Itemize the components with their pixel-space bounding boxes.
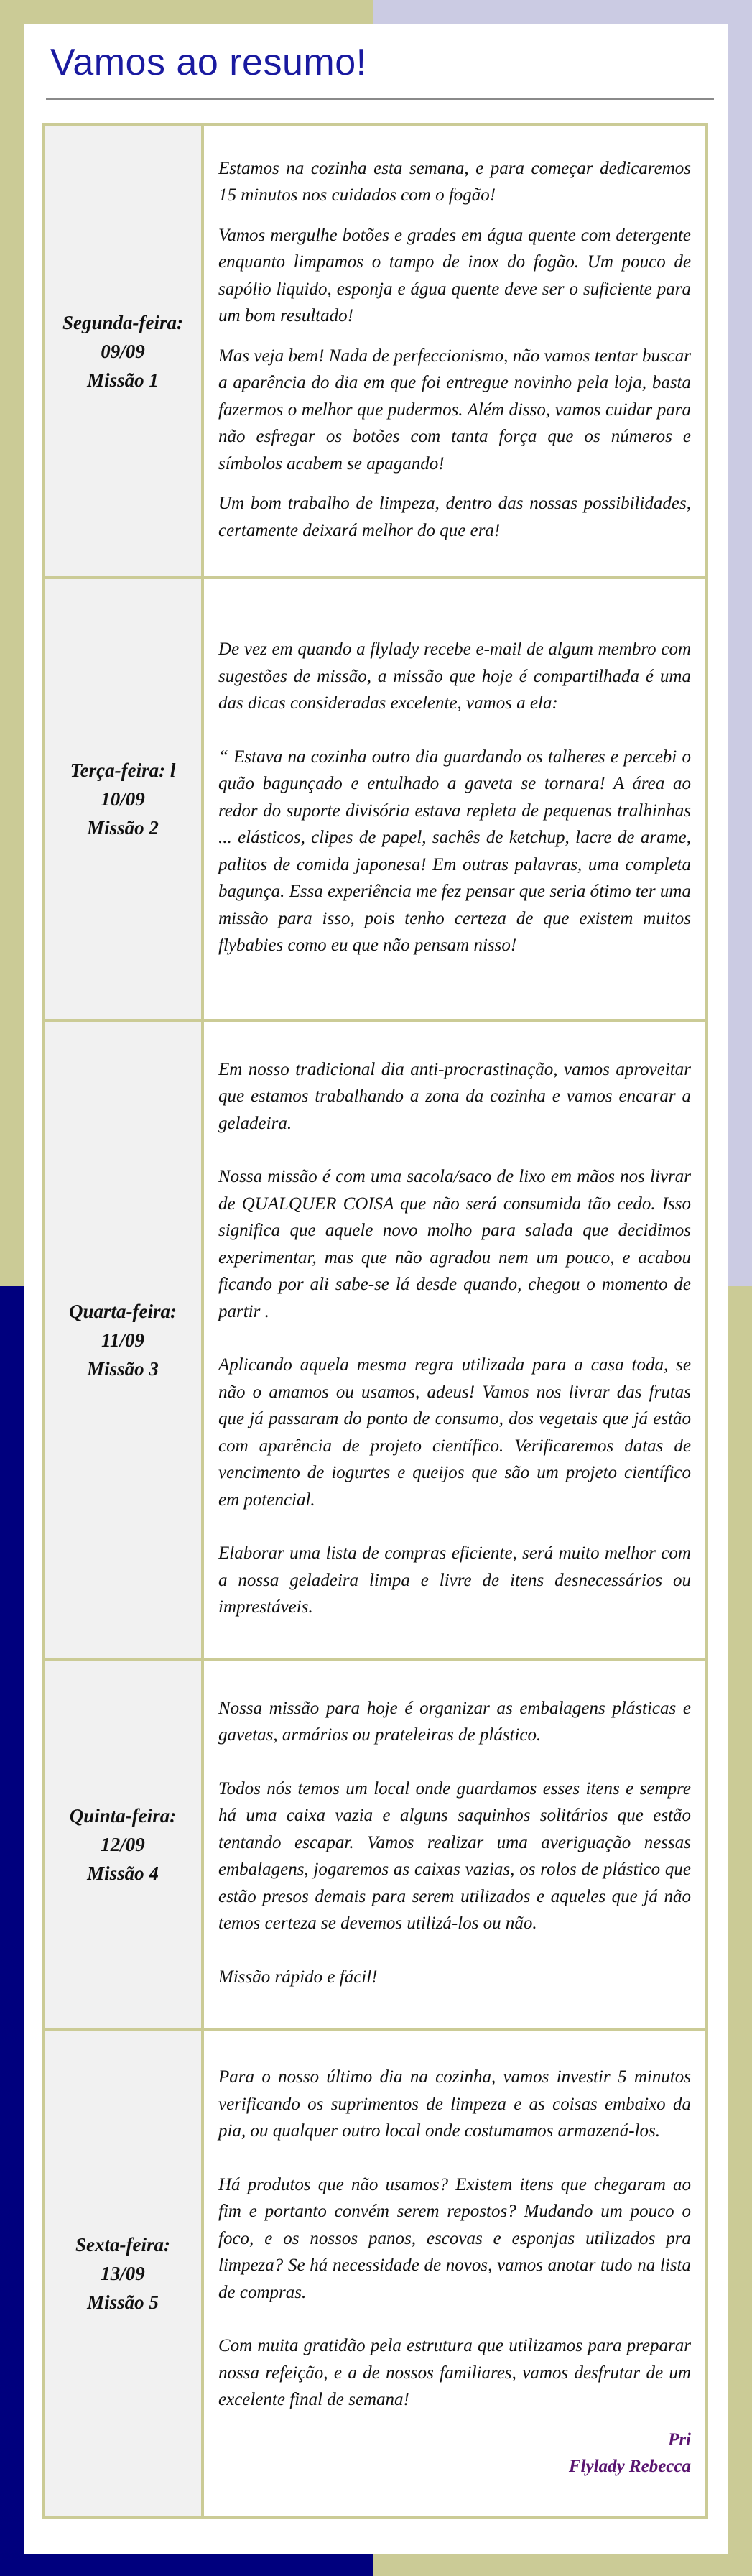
mission-row <box>43 1020 707 1659</box>
signature <box>218 2427 691 2480</box>
mission-row <box>43 1659 707 2029</box>
page-title: Vamos ao resumo! <box>50 42 367 83</box>
weekday-label: Sexta-feira: <box>75 2234 170 2256</box>
mission-description <box>203 2029 707 2518</box>
mission-description <box>203 1659 707 2029</box>
mission-paragraph: Todos nós temos um local onde guardamos esses itens e sempre há uma caixa vazia e alguns saquinhos solitários que estão tentando escapar. Vamos realizar uma averiguação nessas embalagens, jogaremos as caixas vazias, os rolos de plástico que estão presos demais para serem utilizados e aqueles que já não temos certeza se devemos utilizá-los ou não. <box>218 1778 691 1934</box>
mission-paragraph: Um bom trabalho de limpeza, dentro das nossas possibilidades, certamente deixará melhor do que era! <box>218 494 691 540</box>
mission-description <box>203 578 707 1020</box>
document-page <box>24 24 728 2554</box>
date-label: 13/09 <box>101 2263 145 2284</box>
mission-paragraph: “ Estava na cozinha outro dia guardando os talheres e percebi o quão bagunçado e entulhado a gaveta se tornara! A área ao redor do suporte divisória estava repleta de pequenas tralhinhas ... elásticos, clipes de papel, sachês de ketchup, lacre de arame, palitos de comida japonesa! Em outras palavras, uma completa bagunça. Essa experiência me fez pensar que seria ótimo ter uma missão para isso, pois tenho certeza de que existem muitos flybabies como eu que não pensam nisso! <box>218 747 691 956</box>
weekday-label: Segunda-feira: <box>62 311 183 333</box>
mission-paragraph: Nossa missão para hoje é organizar as embalagens plásticas e gavetas, armários ou prateleiras de plástico. <box>218 1698 691 1745</box>
mission-day-cell <box>43 1020 203 1659</box>
mission-row <box>43 578 707 1020</box>
mission-day-cell <box>43 2029 203 2518</box>
mission-schedule-table <box>42 123 708 2519</box>
mission-row <box>43 124 707 578</box>
mission-label: Missão 4 <box>87 1862 159 1884</box>
weekday-label: Terça-feira: l <box>70 760 176 781</box>
signature-title: Flylady Rebecca <box>568 2457 691 2477</box>
mission-paragraph: Em nosso tradicional dia anti-procrastinação, vamos aproveitar que estamos trabalhando a zona da cozinha e vamos encarar a geladeira. <box>218 1059 691 1133</box>
mission-paragraph: Vamos mergulhe botões e grades em água quente com detergente enquanto limpamos o tampo de inox do fogão. Um pouco de sapólio liquido, esponja e água quente deve ser o suficiente para um bom resultado! <box>218 225 691 326</box>
date-label: 11/09 <box>101 1329 144 1351</box>
mission-day-cell <box>43 1659 203 2029</box>
mission-paragraph: Há produtos que não usamos? Existem itens que chegaram ao fim e portanto convém serem repostos? Mudando um pouco o foco, e os nossos panos, escovas e esponjas utilizados pra limpeza? Se há necessidade de novos, vamos anotar tudo na lista de compras. <box>218 2174 691 2302</box>
mission-label: Missão 1 <box>87 369 159 391</box>
weekday-label: Quarta-feira: <box>69 1300 177 1322</box>
mission-paragraph: Aplicando aquela mesma regra utilizada para a casa toda, se não o amamos ou usamos, adeus! Vamos nos livrar das frutas que já passaram do ponto de consumo, dos vegetais que já estão com aparência de projeto científico. Verificaremos datas de vencimento de iogurtes e queijos que são um projeto científico em potencial. <box>218 1355 691 1510</box>
mission-paragraph: Nossa missão é com uma sacola/saco de lixo em mãos nos livrar de QUALQUER COISA que não será consumida tão cedo. Isso significa que aquele novo molho para salada que decidimos experimentar, mas que não agradou nem um pouco, e acabou ficando por ali sabe-se lá desde quando, chegou o momento de partir . <box>218 1167 691 1321</box>
title-divider <box>46 98 714 100</box>
mission-paragraph: Mas veja bem! Nada de perfeccionismo, não vamos tentar buscar a aparência do dia em que foi entregue novinho pela loja, basta fazermos o melhor que pudermos. Além disso, vamos cuidar para não esfregar os botões com tanta força que os números e símbolos acabem se apagando! <box>218 346 691 474</box>
mission-paragraph: De vez em quando a flylady recebe e-mail de algum membro com sugestões de missão, a missão que hoje é compartilhada é uma das dicas consideradas excelente, vamos a ela: <box>218 640 691 714</box>
mission-description <box>203 1020 707 1659</box>
date-label: 10/09 <box>101 788 145 810</box>
mission-description <box>203 124 707 578</box>
date-label: 09/09 <box>101 340 145 362</box>
mission-label: Missão 5 <box>87 2291 159 2313</box>
mission-paragraph: Para o nosso último dia na cozinha, vamos investir 5 minutos verificando os suprimentos de limpeza e as coisas embaixo da pia, ou qualquer outro local onde costumamos armazená-los. <box>218 2067 691 2141</box>
weekday-label: Quinta-feira: <box>69 1804 177 1827</box>
signature-name: Pri <box>668 2429 691 2450</box>
mission-label: Missão 3 <box>87 1357 159 1380</box>
mission-day-cell <box>43 124 203 578</box>
mission-paragraph: Elaborar uma lista de compras eficiente, será muito melhor com a nossa geladeira limpa e livre de itens desnecessários ou imprestáveis. <box>218 1543 691 1617</box>
mission-paragraph: Missão rápido e fácil! <box>218 1967 378 1987</box>
mission-row <box>43 2029 707 2518</box>
mission-day-cell <box>43 578 203 1020</box>
date-label: 12/09 <box>101 1833 145 1855</box>
mission-paragraph: Com muita gratidão pela estrutura que utilizamos para preparar nossa refeição, e a de nossos familiares, vamos desfrutar de um excelente final de semana! <box>218 2336 691 2410</box>
mission-paragraph: Estamos na cozinha esta semana, e para começar dedicaremos 15 minutos nos cuidados com o fogão! <box>218 158 691 206</box>
mission-label: Missão 2 <box>87 817 159 839</box>
